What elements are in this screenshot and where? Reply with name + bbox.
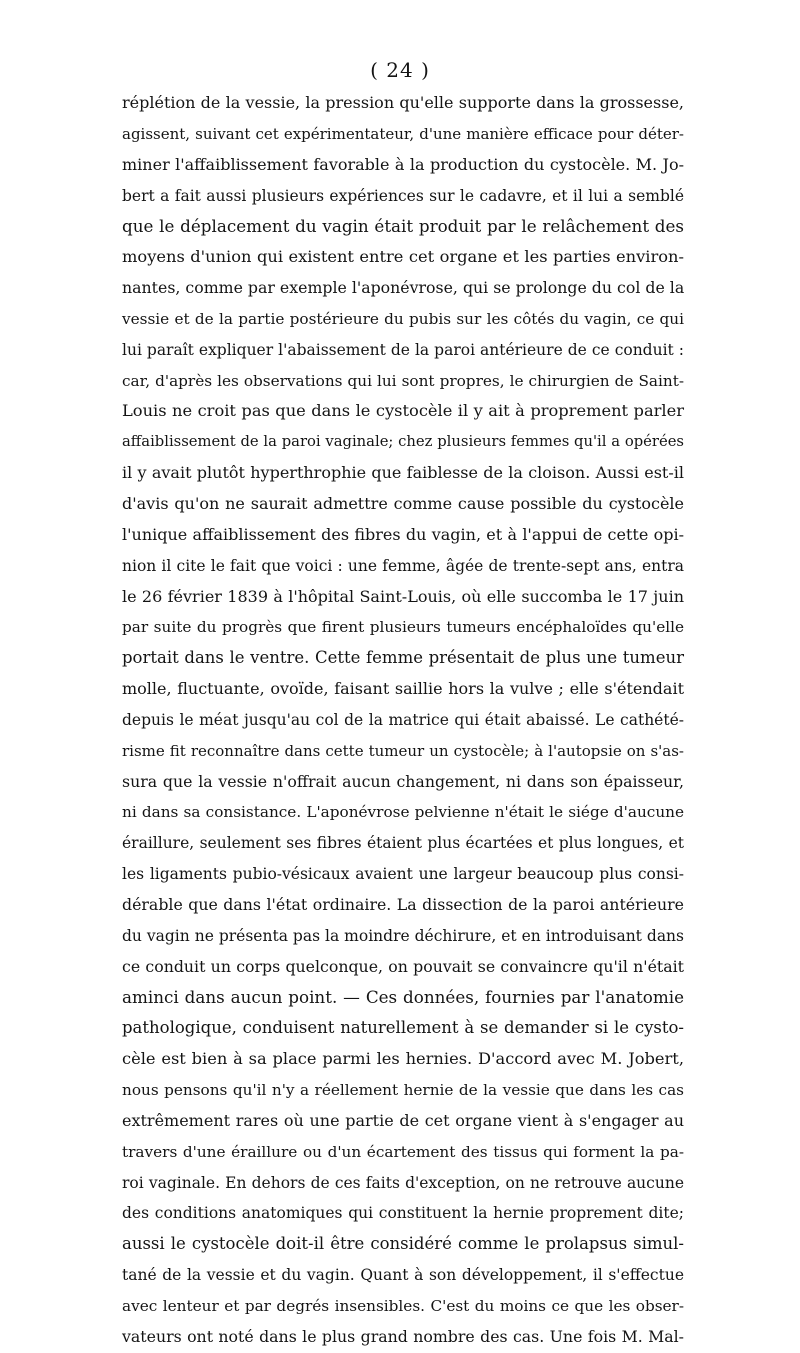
text-line: extrêmement rares où une partie de cet organe vient à s'engager au	[122, 1110, 684, 1130]
text-line: agissent, suivant cet expérimentateur, d'une manière efficace pour déter-	[122, 124, 684, 143]
text-line: aminci dans aucun point. — Ces données, fournies par l'anatomie	[122, 987, 684, 1008]
text-line: roi vaginale. En dehors de ces faits d'exception, on ne retrouve aucune	[122, 1173, 684, 1192]
text-line: aussi le cystocèle doit-il être considéré comme le prolapsus simul-	[122, 1234, 684, 1254]
text-line: nantes, comme par exemple l'aponévrose, qui se prolonge du col de la	[122, 278, 685, 298]
text-line: le 26 février 1839 à l'hôpital Saint-Louis, où elle succomba le 17 juin	[122, 586, 684, 606]
text-line: ni dans sa consistance. L'aponévrose pelvienne n'était le siége d'aucune	[122, 803, 684, 822]
text-line: lui paraît expliquer l'abaissement de la paroi antérieure de ce conduit :	[122, 340, 684, 359]
body-text	[122, 88, 684, 1353]
text-line: car, d'après les observations qui lui sont propres, le chirurgien de Saint-	[122, 371, 684, 390]
page-number: ( 24 )	[370, 58, 430, 82]
text-line: réplétion de la vessie, la pression qu'elle supporte dans la grossesse,	[122, 93, 684, 112]
text-line: des conditions anatomiques qui constituent la hernie proprement dite;	[122, 1204, 684, 1223]
text-line: du vagin ne présenta pas la moindre déchirure, et en introduisant dans	[122, 926, 684, 945]
text-line: que le déplacement du vagin était produit par le relâchement des	[122, 216, 684, 237]
text-line: d'avis qu'on ne saurait admettre comme cause possible du cystocèle	[122, 493, 684, 513]
text-line: ce conduit un corps quelconque, on pouvait se convaincre qu'il n'était	[122, 956, 684, 976]
text-line: vateurs ont noté dans le plus grand nombre des cas. Une fois M. Mal-	[122, 1326, 684, 1346]
text-line: pathologique, conduisent naturellement à se demander si le cysto-	[122, 1018, 684, 1038]
text-line: dérable que dans l'état ordinaire. La dissection de la paroi antérieure	[122, 894, 684, 914]
text-line: sura que la vessie n'offrait aucun changement, ni dans son épaisseur,	[122, 771, 684, 791]
text-line: depuis le méat jusqu'au col de la matrice qui était abaissé. Le cathété-	[122, 710, 684, 729]
text-line: il y avait plutôt hyperthrophie que faiblesse de la cloison. Aussi est-il	[122, 463, 684, 483]
text-line: moyens d'union qui existent entre cet organe et les parties environ-	[122, 247, 684, 267]
text-line: l'unique affaiblissement des fibres du vagin, et à l'appui de cette opi-	[122, 524, 684, 544]
text-line: risme fit reconnaître dans cette tumeur un cystocèle; à l'autopsie on s'as-	[122, 741, 684, 760]
text-line: cèle est bien à sa place parmi les hernies. D'accord avec M. Jobert,	[122, 1049, 684, 1069]
text-line: éraillure, seulement ses fibres étaient plus écartées et plus longues, et	[122, 834, 684, 853]
text-line: bert a fait aussi plusieurs expériences sur le cadavre, et il lui a semblé	[122, 186, 684, 205]
text-line: vessie et de la partie postérieure du pubis sur les côtés du vagin, ce qui	[122, 309, 684, 328]
text-line: portait dans le ventre. Cette femme présentait de plus une tumeur	[122, 648, 684, 668]
text-line: travers d'une éraillure ou d'un écartement des tissus qui forment la pa-	[122, 1142, 684, 1161]
text-line: affaiblissement de la paroi vaginale; chez plusieurs femmes qu'il a opérées	[122, 433, 684, 451]
text-line: molle, fluctuante, ovoïde, faisant saillie hors la vulve ; elle s'étendait	[122, 679, 684, 699]
text-line: nous pensons qu'il n'y a réellement hernie de la vessie que dans les cas	[122, 1081, 684, 1099]
text-line: tané de la vessie et du vagin. Quant à son développement, il s'effectue	[122, 1266, 684, 1285]
text-line: miner l'affaiblissement favorable à la production du cystocèle. M. Jo-	[122, 154, 684, 174]
text-line: avec lenteur et par degrés insensibles. C'est du moins ce que les obser-	[122, 1296, 684, 1315]
text-line: par suite du progrès que firent plusieurs tumeurs encéphaloïdes qu'elle	[122, 618, 684, 637]
text-line: nion il cite le fait que voici : une femme, âgée de trente-sept ans, entra	[122, 556, 684, 575]
text-line: Louis ne croit pas que dans le cystocèle il y ait à proprement parler	[122, 401, 684, 421]
text-line: les ligaments pubio-vésicaux avaient une largeur beaucoup plus consi-	[122, 865, 684, 884]
